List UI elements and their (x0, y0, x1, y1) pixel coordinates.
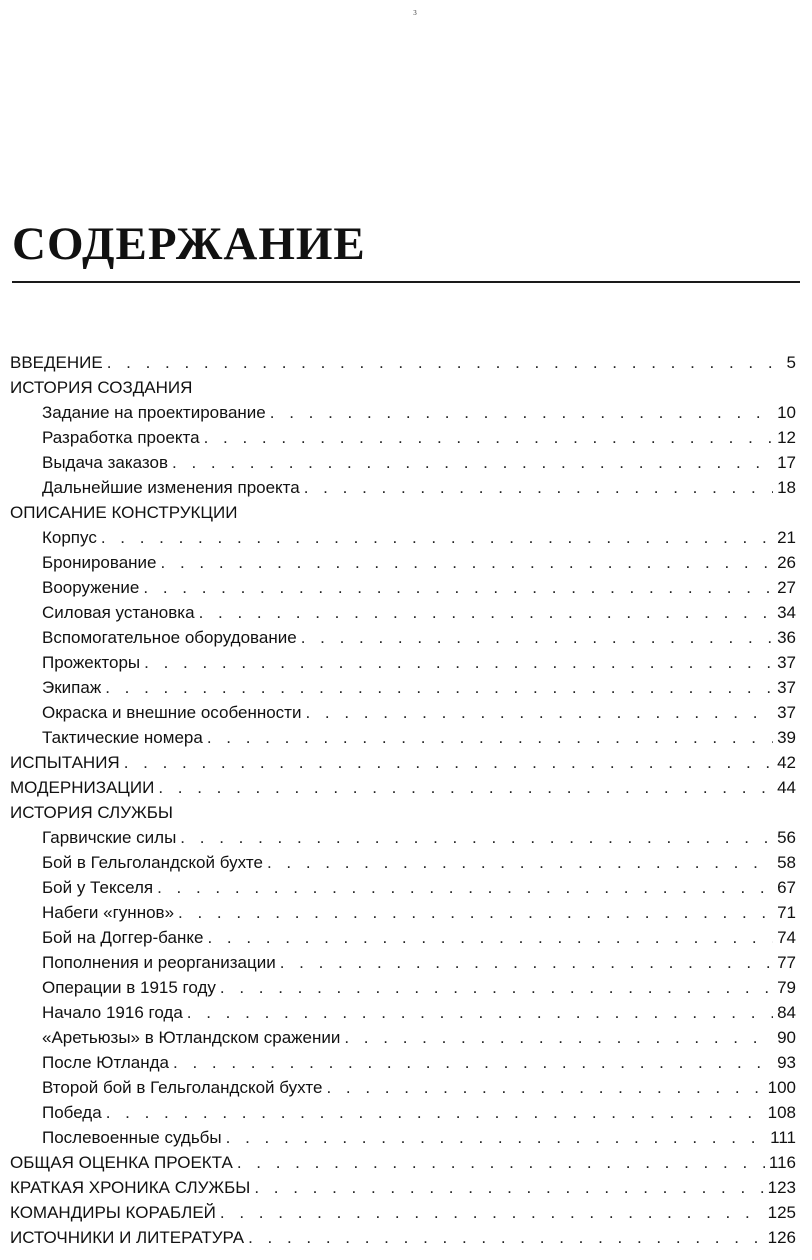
toc-entry-page-number: 44 (777, 778, 796, 797)
toc-entry-page-number: 71 (777, 903, 796, 922)
toc-entry-page-number: 126 (767, 1228, 796, 1247)
dot-leader (143, 575, 773, 600)
dot-leader (187, 1000, 773, 1025)
dot-leader (157, 875, 773, 900)
dot-leader (180, 825, 773, 850)
dot-leader (204, 425, 773, 450)
toc-entry-label: «Аретьюзы» в Ютландском сражении (42, 1028, 341, 1047)
toc-section[interactable] (10, 800, 796, 825)
toc-subsection[interactable] (10, 875, 796, 900)
toc-entry-label: Разработка проекта (42, 428, 200, 447)
toc-entry-label: Вооружение (42, 578, 140, 597)
toc-section[interactable] (10, 1175, 796, 1200)
dot-leader (124, 750, 773, 775)
toc-subsection[interactable] (10, 900, 796, 925)
dot-leader (173, 1050, 773, 1075)
dot-leader (301, 625, 773, 650)
toc-entry-label: Пополнения и реорганизации (42, 953, 276, 972)
toc-entry-label: ИСПЫТАНИЯ (10, 753, 120, 772)
toc-section[interactable] (10, 1150, 796, 1175)
toc-entry-page-number: 36 (777, 628, 796, 647)
toc-entry-page-number: 56 (777, 828, 796, 847)
toc-entry-label: После Ютланда (42, 1053, 169, 1072)
toc-entry-page-number: 111 (770, 1128, 796, 1147)
toc-entry-page-number: 12 (777, 428, 796, 447)
toc-subsection[interactable] (10, 575, 796, 600)
toc-subsection[interactable] (10, 1075, 796, 1100)
dot-leader (161, 550, 774, 575)
toc-entry-label: Тактические номера (42, 728, 203, 747)
toc-subsection[interactable] (10, 700, 796, 725)
page-title: СОДЕРЖАНИЕ (12, 218, 366, 270)
dot-leader (220, 1200, 764, 1225)
toc-entry-page-number: 39 (777, 728, 796, 747)
toc-entry-label: ВВЕДЕНИЕ (10, 353, 103, 372)
toc-subsection[interactable] (10, 425, 796, 450)
toc-entry-page-number: 37 (777, 703, 796, 722)
toc-entry-page-number: 18 (777, 478, 796, 497)
toc-entry-page-number: 58 (777, 853, 796, 872)
dot-leader (344, 1025, 773, 1050)
toc-subsection[interactable] (10, 925, 796, 950)
toc-entry-page-number: 21 (777, 528, 796, 547)
toc-section[interactable] (10, 775, 796, 800)
toc-subsection[interactable] (10, 1050, 796, 1075)
toc-entry-label: Прожекторы (42, 653, 141, 672)
toc-entry-label: ИСТОРИЯ СЛУЖБЫ (10, 803, 173, 822)
dot-leader (178, 900, 773, 925)
dot-leader (270, 400, 773, 425)
toc-subsection[interactable] (10, 625, 796, 650)
toc-entry-label: Второй бой в Гельголандской бухте (42, 1078, 323, 1097)
toc-entry-page-number: 17 (777, 453, 796, 472)
dot-leader (207, 725, 773, 750)
dot-leader (267, 850, 773, 875)
toc-subsection[interactable] (10, 675, 796, 700)
dot-leader (105, 675, 773, 700)
toc-entry-page-number: 125 (767, 1203, 796, 1222)
toc-subsection[interactable] (10, 475, 796, 500)
toc-subsection[interactable] (10, 1000, 796, 1025)
dot-leader (326, 1075, 763, 1100)
toc-entry-page-number: 79 (777, 978, 796, 997)
toc-entry-page-number: 108 (767, 1103, 796, 1122)
toc-entry-page-number: 77 (777, 953, 796, 972)
toc-entry-page-number: 90 (777, 1028, 796, 1047)
toc-entry-page-number: 100 (767, 1078, 796, 1097)
toc-entry-label: ИСТОРИЯ СОЗДАНИЯ (10, 378, 193, 397)
toc-entry-label: Задание на проектирование (42, 403, 266, 422)
title-divider (12, 281, 800, 283)
toc-section[interactable] (10, 350, 796, 375)
toc-section[interactable] (10, 1200, 796, 1225)
toc-section[interactable] (10, 375, 796, 400)
table-of-contents (10, 350, 796, 1250)
dot-leader (158, 775, 773, 800)
toc-entry-label: КРАТКАЯ ХРОНИКА СЛУЖБЫ (10, 1178, 251, 1197)
toc-entry-page-number: 74 (777, 928, 796, 947)
dot-leader (226, 1125, 767, 1150)
dot-leader (248, 1225, 764, 1250)
toc-subsection[interactable] (10, 550, 796, 575)
toc-subsection[interactable] (10, 1125, 796, 1150)
toc-entry-label: Победа (42, 1103, 102, 1122)
dot-leader (254, 1175, 763, 1200)
toc-entry-label: Экипаж (42, 678, 102, 697)
toc-entry-page-number: 123 (767, 1178, 796, 1197)
toc-entry-label: Выдача заказов (42, 453, 169, 472)
toc-entry-page-number: 93 (777, 1053, 796, 1072)
toc-entry-page-number: 27 (777, 578, 796, 597)
toc-entry-page-number: 10 (777, 403, 796, 422)
toc-subsection[interactable] (10, 400, 796, 425)
toc-entry-label: Бой у Текселя (42, 878, 154, 897)
dot-leader (101, 525, 773, 550)
toc-section[interactable] (10, 750, 796, 775)
toc-entry-page-number: 67 (777, 878, 796, 897)
toc-entry-label: ИСТОЧНИКИ И ЛИТЕРАТУРА (10, 1228, 245, 1247)
toc-entry-page-number: 34 (777, 603, 796, 622)
toc-subsection[interactable] (10, 975, 796, 1000)
toc-entry-page-number: 116 (768, 1153, 796, 1172)
toc-subsection[interactable] (10, 525, 796, 550)
toc-subsection[interactable] (10, 825, 796, 850)
toc-entry-label: Набеги «гуннов» (42, 903, 175, 922)
dot-leader (107, 350, 774, 375)
toc-entry-page-number: 84 (777, 1003, 796, 1022)
dot-leader (172, 450, 773, 475)
toc-section[interactable] (10, 500, 796, 525)
toc-entry-label: МОДЕРНИЗАЦИИ (10, 778, 155, 797)
toc-entry-label: КОМАНДИРЫ КОРАБЛЕЙ (10, 1203, 216, 1222)
dot-leader (199, 600, 774, 625)
toc-subsection[interactable] (10, 950, 796, 975)
toc-section[interactable] (10, 1225, 796, 1250)
toc-entry-page-number: 37 (777, 678, 796, 697)
toc-entry-label: ОПИСАНИЕ КОНСТРУКЦИИ (10, 503, 238, 522)
toc-subsection[interactable] (10, 450, 796, 475)
toc-entry-label: Операции в 1915 году (42, 978, 216, 997)
toc-entry-label: Гарвичские силы (42, 828, 177, 847)
toc-entry-label: Вспомогательное оборудование (42, 628, 297, 647)
toc-entry-label: Бой на Доггер-банке (42, 928, 204, 947)
toc-entry-page-number: 26 (777, 553, 796, 572)
toc-entry-label: Бой в Гельголандской бухте (42, 853, 263, 872)
toc-subsection[interactable] (10, 850, 796, 875)
toc-entry-label: Послевоенные судьбы (42, 1128, 222, 1147)
toc-entry-label: Дальнейшие изменения проекта (42, 478, 300, 497)
toc-entry-page-number: 5 (786, 353, 796, 372)
dot-leader (144, 650, 773, 675)
toc-subsection[interactable] (10, 1100, 796, 1125)
dot-leader (220, 975, 773, 1000)
dot-leader (280, 950, 773, 975)
toc-entry-label: Силовая установка (42, 603, 195, 622)
toc-entry-label: ОБЩАЯ ОЦЕНКА ПРОЕКТА (10, 1153, 233, 1172)
toc-entry-label: Бронирование (42, 553, 157, 572)
toc-entry-page-number: 42 (777, 753, 796, 772)
toc-subsection[interactable] (10, 650, 796, 675)
page-number: 3 (413, 9, 417, 17)
dot-leader (237, 1150, 765, 1175)
toc-entry-label: Корпус (42, 528, 97, 547)
toc-entry-page-number: 37 (777, 653, 796, 672)
dot-leader (305, 700, 773, 725)
toc-entry-label: Начало 1916 года (42, 1003, 183, 1022)
dot-leader (207, 925, 773, 950)
toc-subsection[interactable] (10, 600, 796, 625)
dot-leader (106, 1100, 764, 1125)
toc-subsection[interactable] (10, 1025, 796, 1050)
toc-entry-label: Окраска и внешние особенности (42, 703, 302, 722)
toc-subsection[interactable] (10, 725, 796, 750)
dot-leader (304, 475, 773, 500)
